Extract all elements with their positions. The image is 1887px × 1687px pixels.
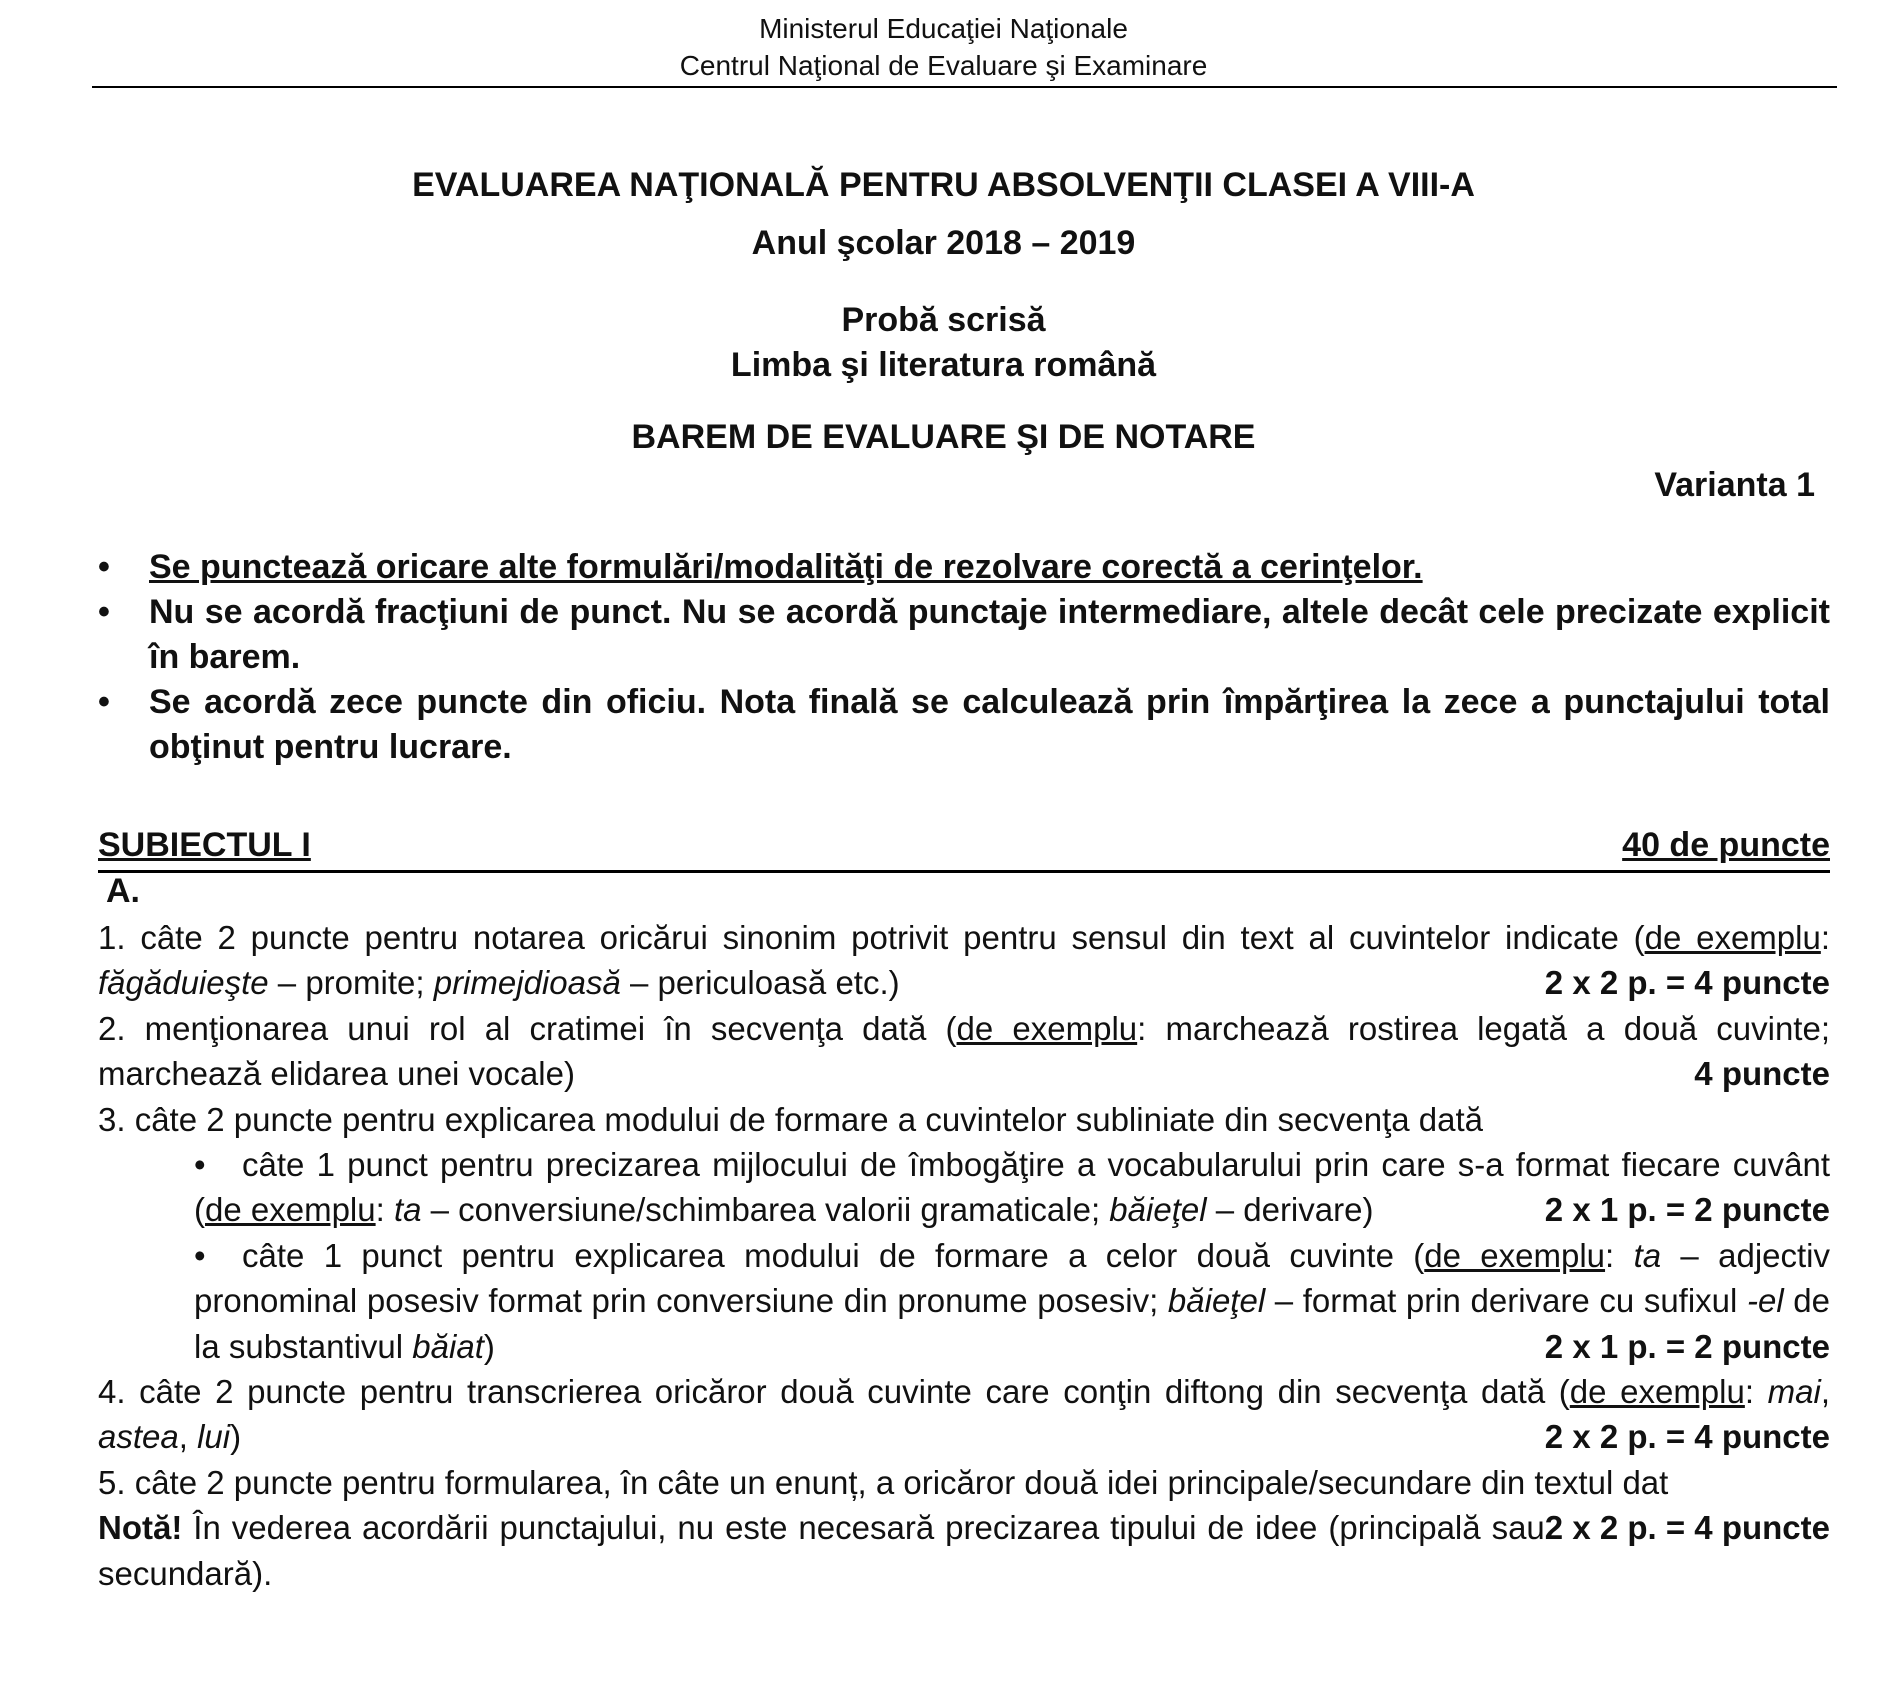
variant-label: Varianta 1 [1654, 466, 1815, 504]
item-text: 2. menţionarea unui rol al cratimei în secvenţa dată ( [98, 1009, 957, 1047]
section-heading [98, 826, 1830, 873]
example-word: -el [1746, 1282, 1784, 1320]
note-text: În vederea acordării punctajului, nu este necesară precizarea tipului de idee (principală sau secundară). [98, 1509, 1545, 1592]
item-text: – conversiune/schimbarea valorii gramaticale; [421, 1191, 1110, 1229]
rule-item [98, 590, 1830, 680]
example-label: de exemplu [205, 1191, 376, 1229]
item-1 [98, 915, 1830, 1006]
item-3-sub-b [194, 1233, 1830, 1369]
item-points: 2 x 2 p. = 4 puncte [1544, 1509, 1830, 1547]
item-text: 3. câte 2 puncte pentru explicarea modului de formare a cuvintelor subliniate din secvenţa dată [98, 1100, 1484, 1138]
item-points: 2 x 2 p. = 4 puncte [1544, 1418, 1830, 1456]
rule-text: Se acordă zece puncte din oficiu. Nota finală se calculează prin împărţirea la zece a punctajului total obţinut pentru lucrare. [149, 683, 1830, 766]
item-text: 5. câte 2 puncte pentru formularea, în câte un enunț, a oricăror două idei principale/secundare din textul dat [98, 1463, 1669, 1501]
part-label: A. [106, 872, 140, 910]
item-4 [98, 1369, 1830, 1460]
section-name: SUBIECTUL I [98, 826, 311, 864]
ministry-name: Ministerul Educaţiei Naţionale [759, 13, 1128, 44]
bullet-dot: • [98, 593, 110, 631]
header-divider [92, 86, 1837, 88]
rule-item [98, 545, 1830, 590]
bullet-dot: • [98, 683, 110, 721]
colon: : [375, 1191, 394, 1229]
item-3-sub-a [194, 1142, 1830, 1233]
paren: ) [230, 1418, 242, 1456]
item-points: 2 x 2 p. = 4 puncte [1544, 964, 1830, 1002]
bullet-dot: • [194, 1146, 206, 1184]
example-word: băiat [412, 1327, 484, 1365]
item-text: de la substantivul [194, 1282, 1830, 1365]
item-text: 4. câte 2 puncte pentru transcrierea oricăror două cuvinte care conţin diftong din secvenţa dată ( [98, 1373, 1570, 1411]
item-2 [98, 1006, 1830, 1097]
example-word: lui [197, 1418, 231, 1456]
subject-name: Limba şi literatura română [730, 346, 1157, 384]
note-label: Notă! [98, 1509, 183, 1547]
colon: : [1744, 1373, 1768, 1411]
example-label: de exemplu [1644, 919, 1821, 956]
item-text: : marchează rostirea legată a două cuvinte; marchează elidarea unei vocale) [98, 1009, 1830, 1093]
item-text: – format prin derivare cu sufixul [1265, 1282, 1747, 1320]
general-rules [98, 545, 1830, 770]
example-word: mai [1767, 1373, 1821, 1411]
item-points: 4 puncte [1694, 1055, 1830, 1093]
example-word: primejdioasă [433, 964, 621, 1002]
page-header [92, 10, 1795, 84]
rule-text: Se punctează oricare alte formulări/modalităţi de rezolvare corectă a cerinţelor. [149, 548, 1423, 586]
item-text: câte 1 punct pentru explicarea modului de formare a celor două cuvinte ( [242, 1236, 1425, 1274]
school-year: Anul şcolar 2018 – 2019 [751, 224, 1136, 262]
example-word: făgăduieşte [98, 964, 269, 1002]
item-text: – periculoasă etc.) [620, 964, 900, 1002]
colon: : [1820, 919, 1831, 956]
comma: , [178, 1418, 198, 1456]
item-text: – promite; [268, 964, 434, 1002]
test-type: Probă scrisă [841, 301, 1046, 339]
scoring-items [98, 915, 1830, 1596]
bullet-dot: • [194, 1236, 206, 1274]
center-name: Centrul Naţional de Evaluare şi Examinare [679, 50, 1208, 81]
example-word: ta [1633, 1236, 1662, 1274]
example-word: băieţel [1167, 1282, 1266, 1320]
item-points: 2 x 1 p. = 2 puncte [1544, 1327, 1830, 1365]
rule-item [98, 680, 1830, 770]
rule-text: Nu se acordă fracţiuni de punct. Nu se acordă punctaje intermediare, altele decât cele precizate explicit în barem. [149, 593, 1830, 676]
bullet-dot: • [98, 548, 110, 586]
example-label: de exemplu [1424, 1236, 1606, 1274]
example-label: de exemplu [956, 1009, 1138, 1047]
comma: , [1820, 1373, 1830, 1411]
colon: : [1605, 1236, 1634, 1274]
item-points: 2 x 1 p. = 2 puncte [1544, 1191, 1830, 1229]
example-word: ta [393, 1191, 422, 1229]
item-text: 1. câte 2 puncte pentru notarea oricărui sinonim potrivit pentru sensul din text al cuvintelor indicate ( [98, 919, 1645, 956]
item-text: – adjectiv pronominal posesiv format prin conversiune din pronume posesiv; [194, 1236, 1831, 1320]
section-points: 40 de puncte [1622, 826, 1830, 864]
example-label: de exemplu [1569, 1373, 1745, 1411]
example-word: băieţel [1109, 1191, 1207, 1229]
document-title: BAREM DE EVALUARE ŞI DE NOTARE [631, 418, 1256, 456]
example-word: astea [98, 1418, 179, 1456]
item-text: – derivare) [1206, 1191, 1374, 1229]
exam-title: EVALUAREA NAŢIONALĂ PENTRU ABSOLVENŢII CLASEI A VIII-A [412, 166, 1475, 204]
item-3 [98, 1097, 1830, 1142]
item-text: câte 1 punct pentru precizarea mijlocului de îmbogăţire a vocabularului prin care s-a format fiecare cuvânt ( [194, 1146, 1830, 1229]
item-text: ) [483, 1327, 495, 1365]
